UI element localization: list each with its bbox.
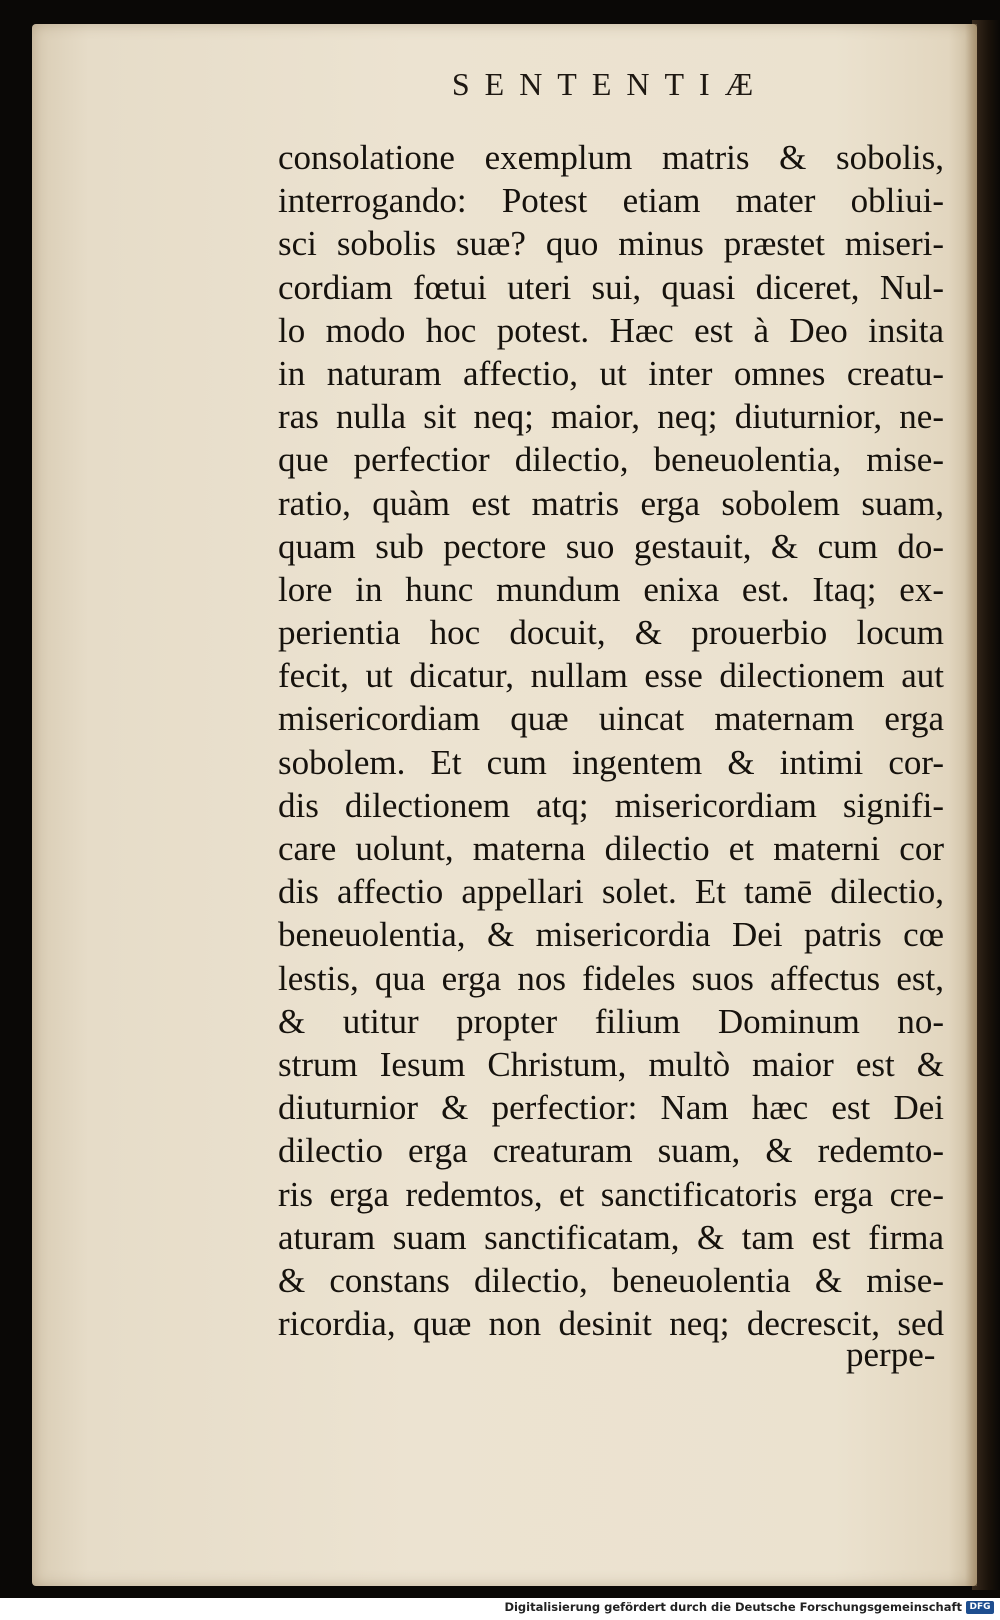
text-line: dis affectio appellari solet. Et tamē dilectio, <box>278 872 944 912</box>
catchword: perpe- <box>846 1335 936 1374</box>
text-line: dilectio erga creaturam suam, & redemto- <box>278 1131 944 1171</box>
text-line: aturam suam sanctificatam, & tam est firma <box>278 1217 944 1257</box>
text-line: que perfectior dilectio, beneuolentia, mise- <box>278 440 944 480</box>
text-line: cordiam fœtui uteri sui, quasi diceret, Nul- <box>278 267 944 307</box>
running-head: SENTENTIÆ <box>451 66 769 102</box>
text-line: sci sobolis suæ? quo minus præstet miseri- <box>278 224 944 264</box>
text-line: ras nulla sit neq; maior, neq; diuturnior, ne- <box>278 397 944 437</box>
page-gutter-shadow <box>965 24 977 1586</box>
text-line: lestis, qua erga nos fideles suos affectus est, <box>278 958 944 998</box>
text-line: care uolunt, materna dilectio et materni cor <box>278 829 944 868</box>
text-line: fecit, ut dicatur, nullam esse dilectionem aut <box>278 656 944 696</box>
text-line: lo modo hoc potest. Hæc est à Deo insita <box>278 310 944 350</box>
text-line: sobolem. Et cum ingentem & intimi cor- <box>278 742 944 782</box>
text-line: ratio, quàm est matris erga sobolem suam, <box>278 483 944 523</box>
dfg-logo: DFG <box>966 1601 994 1614</box>
text-line: ris erga redemtos, et sanctificatoris erga cre- <box>278 1174 944 1214</box>
text-line: ricordia, quæ non desinit neq; decrescit, sed <box>278 1304 944 1344</box>
text-line: strum Iesum Christum, multò maior est & <box>278 1044 944 1084</box>
text-line: diuturnior & perfectior: Nam hæc est Dei <box>278 1088 944 1128</box>
text-line: & constans dilectio, beneuolentia & mise- <box>278 1260 944 1300</box>
text-line: interrogando: Potest etiam mater obliui- <box>278 181 944 221</box>
funding-credit: Digitalisierung gefördert durch die Deutsche Forschungsgemeinschaft <box>504 1600 962 1614</box>
text-line: lore in hunc mundum enixa est. Itaq; ex- <box>278 569 944 609</box>
text-line: dis dilectionem atq; misericordiam signifi- <box>278 785 944 825</box>
text-line: & utitur propter filium Dominum no- <box>278 1001 944 1041</box>
body-text <box>278 136 944 1345</box>
text-line: in naturam affectio, ut inter omnes creatu- <box>278 353 944 393</box>
footer-bar <box>0 1598 1000 1620</box>
text-line: beneuolentia, & misericordia Dei patris cœ <box>278 915 944 955</box>
text-line: quam sub pectore suo gestauit, & cum do- <box>278 526 944 566</box>
text-line: consolatione exemplum matris & sobolis, <box>278 138 944 177</box>
text-line: perientia hoc docuit, & prouerbio locum <box>278 613 944 653</box>
text-line: misericordiam quæ uincat maternam erga <box>278 699 944 739</box>
